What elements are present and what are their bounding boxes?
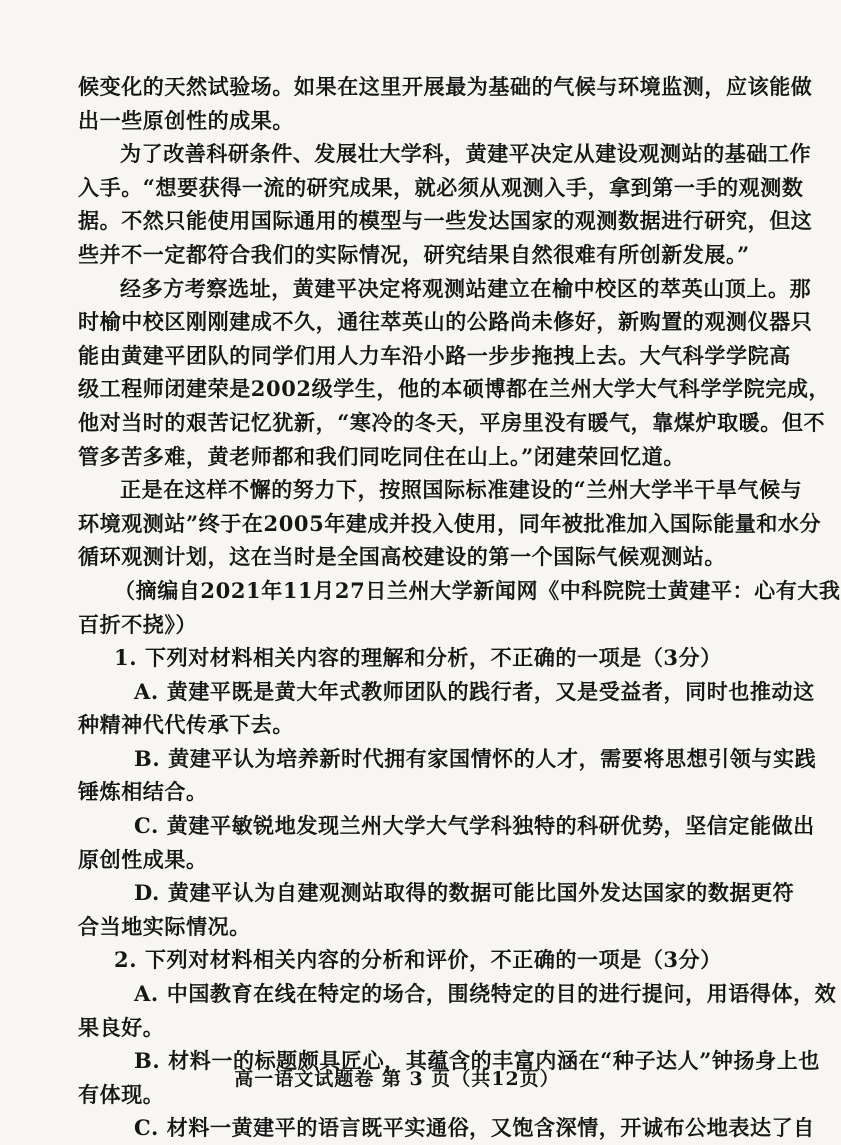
text-line: C. 黄建平敏锐地发现兰州大学大气学科独特的科研优势，坚信定能做出 xyxy=(134,813,815,839)
text-line: 合当地实际情况。 xyxy=(78,913,251,939)
text-line: 入手。“想要获得一流的研究成果，就必须从观测入手，拿到第一手的观测数 xyxy=(78,174,804,200)
text-line: 正是在这样不懈的努力下，按照国际标准建设的“兰州大学半干旱气候与 xyxy=(120,477,803,503)
text-line: 时榆中校区刚刚建成不久，通往萃英山的公路尚未修好，新购置的观测仪器只 xyxy=(78,309,813,335)
text-line: （摘编自2021年11月27日兰州大学新闻网《中科院院士黄建平：心有大我 xyxy=(114,577,841,603)
text-line: 经多方考察选址，黄建平决定将观测站建立在榆中校区的萃英山顶上。那 xyxy=(120,275,812,301)
page-footer: 高一语文试题卷 第 3 页（共12页） xyxy=(234,1068,560,1090)
text-line: 管多苦多难，黄老师都和我们同吃同住在山上。”闭建荣回忆道。 xyxy=(78,443,685,469)
text-line: A. 黄建平既是黄大年式教师团队的践行者，又是受益者，同时也推动这 xyxy=(134,678,815,704)
text-line: 为了改善科研条件、发展壮大学科，黄建平决定从建设观测站的基础工作 xyxy=(120,141,812,167)
text-line: 循环观测计划，这在当时是全国高校建设的第一个国际气候观测站。 xyxy=(78,544,726,570)
text-line: 果良好。 xyxy=(78,1014,165,1040)
text-line: D. 黄建平认为自建观测站取得的数据可能比国外发达国家的数据更符 xyxy=(134,880,795,906)
text-line: 锤炼相结合。 xyxy=(78,779,208,805)
text-line: 环境观测站”终于在2005年建成并投入使用，同年被批准加入国际能量和水分 xyxy=(78,510,822,536)
text-line: 1. 下列对材料相关内容的理解和分析，不正确的一项是（3分） xyxy=(114,645,722,671)
text-line: 有体现。 xyxy=(78,1081,165,1107)
text-line: 原创性成果。 xyxy=(78,846,208,872)
body-text xyxy=(78,70,841,1145)
text-line: B. 黄建平认为培养新时代拥有家国情怀的人才，需要将思想引领与实践 xyxy=(134,745,817,771)
text-line: 2. 下列对材料相关内容的分析和评价，不正确的一项是（3分） xyxy=(114,947,722,973)
text-line: 级工程师闭建荣是2002级学生，他的本硕博都在兰州大学大气科学学院完成， xyxy=(78,376,831,402)
text-line: 据。不然只能使用国际通用的模型与一些发达国家的观测数据进行研究，但这 xyxy=(78,208,813,234)
text-line: 些并不一定都符合我们的实际情况，研究结果自然很难有所创新发展。” xyxy=(78,241,750,267)
text-line: 能由黄建平团队的同学们用人力车沿小路一步步拖拽上去。大气科学学院高 xyxy=(78,342,791,368)
text-line: 出一些原创性的成果。 xyxy=(78,107,294,133)
text-line: C. 材料一黄建平的语言既平实通俗，又饱含深情，开诚布公地表达了自 xyxy=(134,1115,815,1141)
text-line: 百折不挠》） xyxy=(78,611,198,637)
text-line: 候变化的天然试验场。如果在这里开展最为基础的气候与环境监测，应该能做 xyxy=(78,74,813,99)
text-line: 他对当时的艰苦记忆犹新，“寒冷的冬天，平房里没有暖气，靠煤炉取暖。但不 xyxy=(78,409,826,435)
text-line: A. 中国教育在线在特定的场合，围绕特定的目的进行提问，用语得体，效 xyxy=(134,981,837,1007)
text-line: B. 材料一的标题颇具匠心，其蕴含的丰富内涵在“种子达人”钟扬身上也 xyxy=(134,1048,820,1074)
text-line: 种精神代代传承下去。 xyxy=(78,712,294,738)
